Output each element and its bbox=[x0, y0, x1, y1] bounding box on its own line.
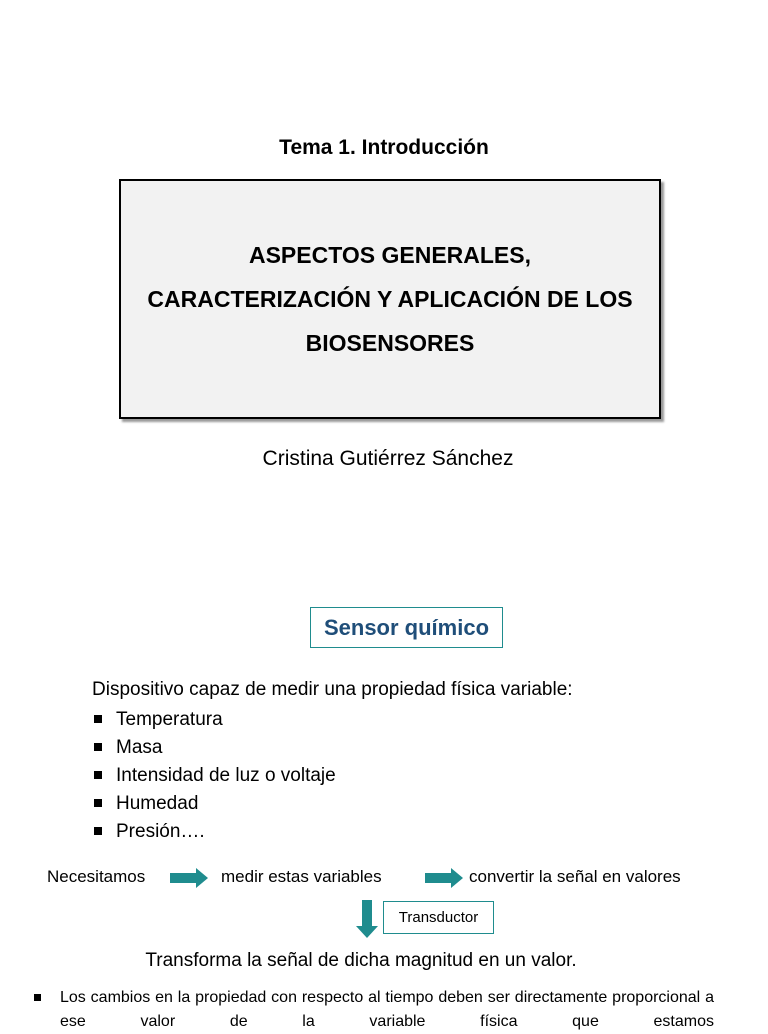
list-item-label: Masa bbox=[116, 737, 163, 758]
author-name: Cristina Gutiérrez Sánchez bbox=[262, 447, 514, 470]
bullet-square-icon bbox=[94, 743, 102, 751]
list-item bbox=[92, 734, 336, 762]
right-arrow-icon bbox=[425, 868, 463, 888]
bullet-square-icon bbox=[94, 771, 102, 779]
bullet-list bbox=[92, 706, 336, 846]
list-item-label: Humedad bbox=[116, 793, 199, 814]
bullet-square-icon bbox=[94, 827, 102, 835]
flow-step-medir: medir estas variables bbox=[221, 867, 382, 886]
bullet-square-icon bbox=[34, 994, 41, 1001]
list-item-label: Temperatura bbox=[116, 709, 223, 730]
bullet-square-icon bbox=[94, 715, 102, 723]
transducer-label: Transductor bbox=[398, 909, 479, 926]
note-bullet bbox=[34, 986, 714, 1034]
flow-step-necesitamos: Necesitamos bbox=[47, 867, 146, 886]
title-box bbox=[119, 179, 661, 419]
list-item bbox=[92, 706, 336, 734]
down-arrow-icon bbox=[356, 900, 378, 938]
transducer-box bbox=[383, 901, 494, 934]
list-item bbox=[92, 762, 336, 790]
right-arrow-icon bbox=[170, 868, 208, 888]
transform-text: Transforma la señal de dicha magnitud en un valor. bbox=[145, 950, 577, 971]
title-line-3: BIOSENSORES bbox=[305, 330, 475, 356]
section-heading: Sensor químico bbox=[323, 614, 490, 640]
title-line-1: ASPECTOS GENERALES, bbox=[248, 242, 532, 268]
bullet-square-icon bbox=[94, 799, 102, 807]
section-heading-box bbox=[310, 607, 503, 648]
flow-step-convertir: convertir la señal en valores bbox=[469, 867, 681, 886]
intro-text: Dispositivo capaz de medir una propiedad física variable: bbox=[92, 679, 573, 700]
note-text: Los cambios en la propiedad con respecto al tiempo deben ser directamente proporcional a ese valor de la variable física que estamos bbox=[60, 989, 714, 1030]
list-item bbox=[92, 818, 336, 846]
list-item-label: Presión…. bbox=[116, 821, 205, 842]
title-line-2: CARACTERIZACIÓN Y APLICACIÓN DE LOS bbox=[147, 286, 633, 312]
list-item bbox=[92, 790, 336, 818]
list-item-label: Intensidad de luz o voltaje bbox=[116, 765, 336, 786]
slide-topic: Tema 1. Introducción bbox=[279, 136, 489, 159]
